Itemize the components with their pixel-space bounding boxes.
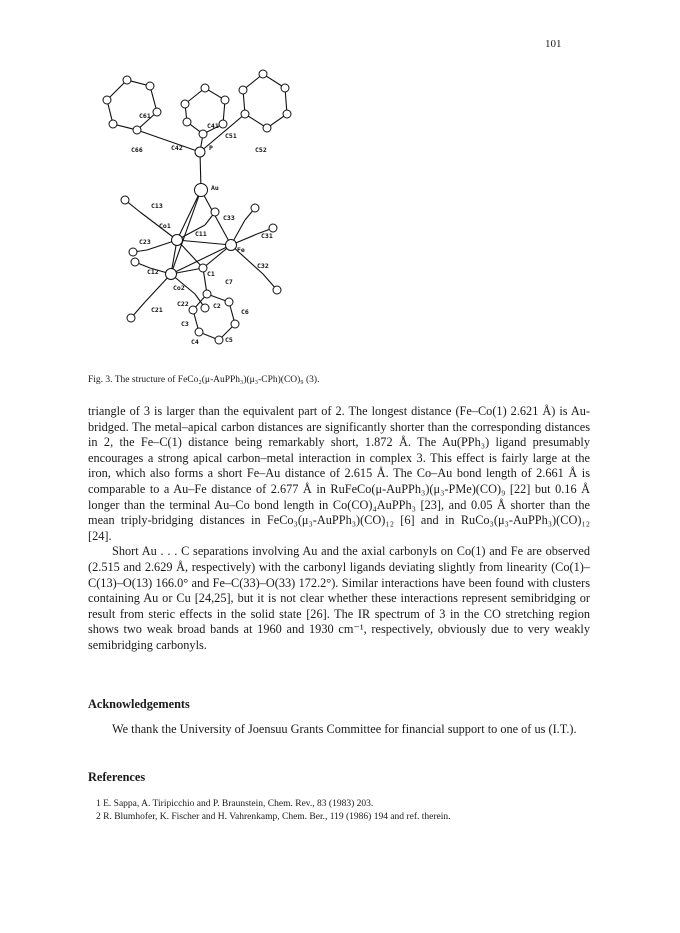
atom-label: C12 xyxy=(147,268,159,276)
atom-label: Fe xyxy=(237,246,245,254)
body-text xyxy=(88,404,590,654)
atom-label: C6 xyxy=(241,308,249,316)
reference-item: 2 R. Blumhofer, K. Fischer and H. Vahrenkamp, Chem. Ber., 119 (1986) 194 and ref. therein. xyxy=(96,812,451,822)
atom-label: C23 xyxy=(139,238,151,246)
references-heading: References xyxy=(88,770,146,784)
atom-label: C41 xyxy=(207,122,219,130)
atom-label: C51 xyxy=(225,132,237,140)
atom-label: C11 xyxy=(195,230,207,238)
atom-label: C2 xyxy=(213,302,221,310)
atom-label: C5 xyxy=(225,336,233,344)
acknowledgements-heading: Acknowledgements xyxy=(88,697,190,711)
page-number: 101 xyxy=(545,38,562,50)
acknowledgements-text: We thank the University of Joensuu Grants Committee for financial support to one of us (I.T.). xyxy=(112,722,577,736)
molecular-structure-diagram xyxy=(95,62,325,362)
atom-label: Au xyxy=(211,184,219,192)
atom-label: C22 xyxy=(177,300,189,308)
structure-figure xyxy=(95,62,325,362)
atom-label: C42 xyxy=(171,144,183,152)
body-paragraph: Short Au . . . C separations involving Au and the axial carbonyls on Co(1) and Fe are observed (2.515 and 2.629 Å, respectively) with the carbonyl ligands deviating slightly from linearity (Co(1)–C(13)–O(13) 166.0° and Fe–C(33)–O(33) 172.2°). Similar interactions have been found with clusters containing Au or Cu [24,25], but it is not clear whether these interactions represent semibridging or result from steric effects in the solid state [26]. The IR spectrum of 3 in the CO stretching region shows two weak broad bands at 1960 and 1930 cm⁻¹, respectively, obviously due to very weakly semibridging carbonyls. xyxy=(88,544,590,652)
atom-label: C31 xyxy=(261,232,273,240)
reference-item: 1 E. Sappa, A. Tiripicchio and P. Braunstein, Chem. Rev., 83 (1983) 203. xyxy=(96,799,374,809)
atom-label: Co1 xyxy=(159,222,171,230)
atom-label: C1 xyxy=(207,270,215,278)
body-paragraph: triangle of 3 is larger than the equivalent part of 2. The longest distance (Fe–Co(1) 2.621 Å) is Au-bridged. The metal–apical carbon distances are significantly shorter than the corresponding distances in 2, the Fe–C(1) distance being remarkably short, 1.872 Å. The Au(PPh₃) ligand presumably encourages a strong apical carbon–metal interaction in complex 3. This effect is fairly large at the iron, which also forms a short Fe–Au distance of 2.615 Å. The Co–Au bond length of 2.661 Å is comparable to a Au–Fe distance of 2.677 Å in RuFeCo(μ-AuPPh₃)(μ₃-PMe)(CO)₉ [22] but 0.16 Å longer than the terminal Au–Co bond length in Co(CO)₄AuPPh₃ [23], and 0.05 Å shorter than the mean triply-bridging distances in FeCo₃(μ₃-AuPPh₃)(CO)₁₂ [6] and in RuCo₃(μ₃-AuPPh₃)(CO)₁₂ [24]. xyxy=(88,404,590,543)
atom-label: C13 xyxy=(151,202,163,210)
atom-label: C52 xyxy=(255,146,267,154)
atom-label: C32 xyxy=(257,262,269,270)
atom-label: C7 xyxy=(225,278,233,286)
atom-label: C4 xyxy=(191,338,199,346)
atom-label: C66 xyxy=(131,146,143,154)
figure-caption: Fig. 3. The structure of FeCo₂(μ-AuPPh₃)(μ₃-CPh)(CO)₉ (3). xyxy=(88,375,320,385)
atom-label: C21 xyxy=(151,306,163,314)
atom-label: P xyxy=(209,144,213,152)
reference-list xyxy=(96,798,586,824)
atom-label: C3 xyxy=(181,320,189,328)
atom-label: Co2 xyxy=(173,284,185,292)
atom-label: C33 xyxy=(223,214,235,222)
atom-label: C61 xyxy=(139,112,151,120)
